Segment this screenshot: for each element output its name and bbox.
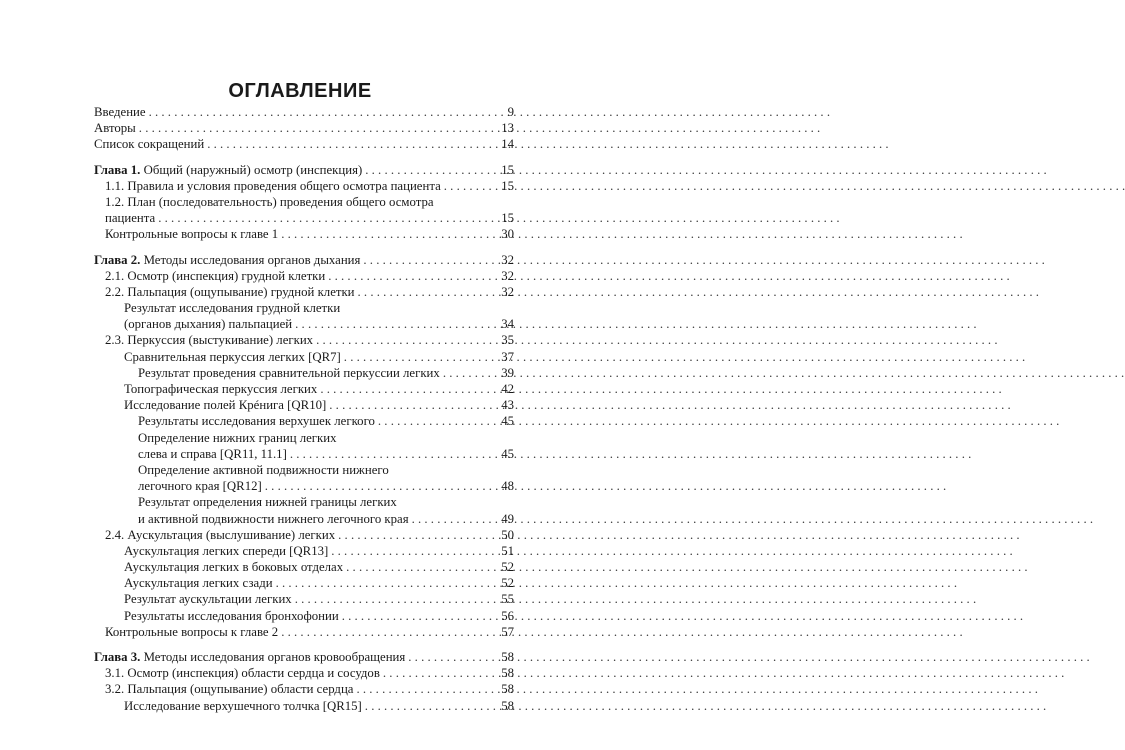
toc-entry-title: Аускультация легких сзади — [124, 576, 273, 591]
toc-entry[interactable] — [94, 226, 514, 242]
toc-entry[interactable] — [94, 178, 514, 194]
toc-entry-text — [124, 349, 341, 365]
dot-leader — [329, 397, 497, 413]
toc-entry[interactable] — [94, 252, 514, 268]
toc-entry-text — [138, 494, 397, 510]
dot-leader — [363, 252, 497, 268]
toc-entry[interactable] — [94, 332, 514, 348]
toc-entry-text — [94, 104, 146, 120]
dot-leader — [276, 575, 497, 591]
dot-leader — [295, 316, 497, 332]
toc-entry-text — [105, 210, 155, 226]
dot-leader — [149, 104, 497, 120]
dot-leader — [356, 681, 497, 697]
toc-entry[interactable] — [94, 413, 514, 429]
toc-entry-text — [105, 665, 380, 681]
toc-entry[interactable] — [94, 527, 514, 543]
toc-entry-text — [124, 698, 362, 714]
toc-entry-text — [138, 462, 389, 478]
toc-entry-title: Методы исследования органов дыхания — [140, 252, 361, 267]
toc-entry-text — [124, 608, 339, 624]
toc-entry[interactable] — [94, 104, 514, 120]
toc-entry-title: Контрольные вопросы к главе 1 — [105, 227, 279, 242]
toc-entry-title: Результаты исследования бронхофонии — [124, 608, 339, 623]
page-number: 58 — [501, 650, 514, 664]
dot-leader — [328, 268, 497, 284]
toc-entry-title: 1.1. Правила и условия проведения общего осмотра пациента — [105, 178, 441, 193]
page-number: 45 — [501, 414, 514, 429]
chapter-label: Глава 3. — [94, 650, 141, 664]
page-number: 56 — [501, 608, 514, 623]
toc-entry-title: Результат проведения сравнительной перкуссии легких — [138, 365, 440, 380]
toc-entry-text — [124, 300, 340, 316]
toc-entry[interactable] — [94, 365, 514, 381]
dot-leader — [158, 210, 497, 226]
page-number: 13 — [501, 121, 514, 136]
toc-entry-title: пациента — [105, 211, 156, 226]
toc-entry[interactable] — [94, 381, 514, 397]
dot-leader — [365, 698, 497, 714]
toc-entry-text — [124, 559, 343, 575]
page-title: ОГЛАВЛЕНИЕ — [228, 80, 372, 102]
toc-entry-text — [124, 316, 292, 332]
page-number: 30 — [501, 227, 514, 242]
toc-entry-title: Результат исследования грудной клетки — [124, 301, 341, 316]
toc-entry-title: Контрольные вопросы к главе 2 — [105, 624, 279, 639]
toc-entry[interactable] — [94, 136, 514, 152]
toc-entry[interactable] — [94, 210, 514, 226]
toc-entry[interactable] — [94, 284, 514, 300]
toc-entry-text — [94, 136, 204, 152]
table-of-contents — [94, 104, 514, 714]
toc-entry-text — [105, 268, 325, 284]
dot-leader — [139, 120, 497, 136]
dot-leader — [344, 349, 497, 365]
dot-leader — [338, 527, 497, 543]
toc-entry[interactable] — [94, 559, 514, 575]
chapter-label: Глава 1. — [94, 162, 141, 177]
toc-entry[interactable] — [94, 624, 514, 640]
toc-entry[interactable] — [94, 665, 514, 681]
toc-entry-text — [124, 397, 326, 413]
dot-leader — [265, 478, 497, 494]
toc-entry-text — [138, 413, 375, 429]
toc-entry-title: Введение — [94, 105, 146, 119]
toc-entry-text — [124, 381, 317, 397]
page-number: 15 — [501, 178, 514, 193]
toc-entry[interactable] — [94, 478, 514, 494]
toc-entry-title: Определение нижних границ легких — [138, 430, 337, 445]
toc-entry[interactable] — [94, 316, 514, 332]
toc-entry-title: слева и справа [QR11, 11.1] — [138, 446, 287, 461]
dot-leader — [281, 624, 497, 640]
toc-entry-title: Топографическая перкуссия легких — [124, 382, 318, 396]
toc-entry-title: Аускультация легких в боковых отделах — [124, 560, 344, 575]
toc-entry[interactable] — [94, 349, 514, 365]
dot-leader — [342, 608, 497, 624]
chapter-label: Глава 2. — [94, 252, 141, 267]
page-number: 58 — [501, 666, 514, 681]
toc-entry-title: Исследование верхушечного толчка [QR15] — [124, 698, 362, 713]
toc-entry[interactable] — [94, 397, 514, 413]
toc-entry-text — [138, 365, 440, 381]
page-number: 42 — [501, 382, 514, 396]
toc-entry-text — [138, 478, 262, 494]
toc-entry-title: Исследование полей Крéнига [QR10] — [124, 398, 327, 413]
page-number: 57 — [501, 624, 514, 639]
toc-entry-title: Сравнительная перкуссия легких [QR7] — [124, 349, 341, 364]
toc-entry[interactable] — [94, 649, 514, 665]
dot-leader — [383, 665, 497, 681]
dot-leader — [443, 365, 497, 381]
toc-entry-text — [105, 178, 441, 194]
toc-entry-title: 2.3. Перкуссия (выстукивание) легких — [105, 333, 314, 348]
toc-entry-text — [138, 446, 287, 462]
toc-entry[interactable] — [94, 681, 514, 697]
toc-entry-title: Определение активной подвижности нижнего — [138, 462, 389, 477]
toc-entry-title: Авторы — [94, 121, 136, 136]
toc-entry[interactable] — [94, 591, 514, 607]
toc-entry-title: 2.1. Осмотр (инспекция) грудной клетки — [105, 268, 326, 283]
toc-entry[interactable] — [94, 430, 514, 446]
page-number: 9 — [507, 105, 514, 119]
toc-entry[interactable] — [94, 300, 514, 316]
toc-entry[interactable] — [94, 194, 514, 210]
page-number: 39 — [501, 365, 514, 380]
dot-leader — [207, 136, 497, 152]
toc-entry[interactable] — [94, 543, 514, 559]
page-number: 14 — [501, 137, 514, 152]
page-number: 55 — [501, 592, 514, 607]
page-number: 32 — [501, 284, 514, 299]
toc-entry[interactable] — [94, 462, 514, 478]
toc-entry-text — [94, 252, 360, 268]
toc-entry[interactable] — [94, 511, 514, 527]
toc-entry[interactable] — [94, 446, 514, 462]
toc-entry-title: Аускультация легких спереди [QR13] — [124, 543, 329, 558]
dot-leader — [295, 591, 497, 607]
toc-entry-text — [94, 162, 362, 178]
page-number: 52 — [501, 560, 514, 575]
page-number: 49 — [501, 511, 514, 526]
dot-leader — [316, 332, 497, 348]
toc-entry-text — [124, 591, 292, 607]
toc-entry[interactable] — [94, 608, 514, 624]
dot-leader — [378, 413, 497, 429]
toc-entry-title: и активной подвижности нижнего легочного края — [138, 511, 409, 526]
toc-entry-text — [105, 624, 278, 640]
page-number: 35 — [501, 333, 514, 348]
toc-entry-text — [94, 649, 405, 665]
toc-entry-text — [105, 681, 353, 697]
toc-entry-title: 3.1. Осмотр (инспекция) области сердца и сосудов — [105, 666, 380, 681]
page-number: 50 — [501, 527, 514, 542]
toc-entry[interactable] — [94, 575, 514, 591]
toc-entry-title: 2.4. Аускультация (выслушивание) легких — [105, 527, 336, 542]
toc-entry-text — [105, 194, 434, 210]
dot-leader — [281, 226, 497, 242]
toc-entry-text — [105, 527, 335, 543]
page-number: 52 — [501, 576, 514, 591]
toc-entry-title: 3.2. Пальпация (ощупывание) области сердца — [105, 682, 354, 697]
toc-entry-text — [124, 575, 273, 591]
toc-entry[interactable] — [94, 494, 514, 510]
toc-entry[interactable] — [94, 698, 514, 714]
toc-entry[interactable] — [94, 268, 514, 284]
page-number: 32 — [501, 268, 514, 283]
dot-leader — [412, 511, 497, 527]
toc-entry[interactable] — [94, 120, 514, 136]
toc-entry-title: легочного края [QR12] — [138, 479, 262, 494]
toc-entry-text — [105, 226, 278, 242]
dot-leader — [408, 649, 497, 665]
page-number: 34 — [501, 317, 514, 332]
page-number: 37 — [501, 349, 514, 364]
toc-entry-title: Список сокращений — [94, 137, 205, 152]
toc-entry-title: Результат аускультации легких — [124, 592, 292, 607]
page-number: 15 — [501, 211, 514, 226]
page-number: 58 — [501, 682, 514, 697]
page-number: 15 — [501, 162, 514, 177]
page-number: 48 — [501, 479, 514, 494]
page-number: 43 — [501, 398, 514, 413]
toc-entry-text — [105, 332, 313, 348]
toc-entry-title: Общий (наружный) осмотр (инспекция) — [140, 162, 363, 177]
toc-entry-title: 1.2. План (последовательность) проведения общего осмотра — [105, 194, 434, 209]
toc-entry-title: 2.2. Пальпация (ощупывание) грудной клетки — [105, 284, 355, 299]
page-number: 32 — [501, 252, 514, 267]
page-number: 51 — [501, 543, 514, 558]
toc-entry-text — [124, 543, 328, 559]
toc-entry-text — [105, 284, 355, 300]
dot-leader — [320, 381, 497, 397]
toc-entry-title: Результаты исследования верхушек легкого — [138, 414, 375, 429]
dot-leader — [331, 543, 497, 559]
toc-entry[interactable] — [94, 162, 514, 178]
toc-entry-title: Результат определения нижней границы легких — [138, 495, 397, 510]
toc-entry-title: (органов дыхания) пальпацией — [124, 317, 293, 332]
page-number: 58 — [501, 698, 514, 713]
dot-leader — [444, 178, 497, 194]
toc-entry-text — [138, 511, 409, 527]
toc-entry-text — [94, 120, 136, 136]
dot-leader — [365, 162, 497, 178]
toc-entry-title: Методы исследования органов кровообращения — [140, 650, 406, 664]
dot-leader — [346, 559, 497, 575]
dot-leader — [290, 446, 497, 462]
dot-leader — [358, 284, 497, 300]
toc-entry-text — [138, 430, 337, 446]
page-number: 45 — [501, 446, 514, 461]
